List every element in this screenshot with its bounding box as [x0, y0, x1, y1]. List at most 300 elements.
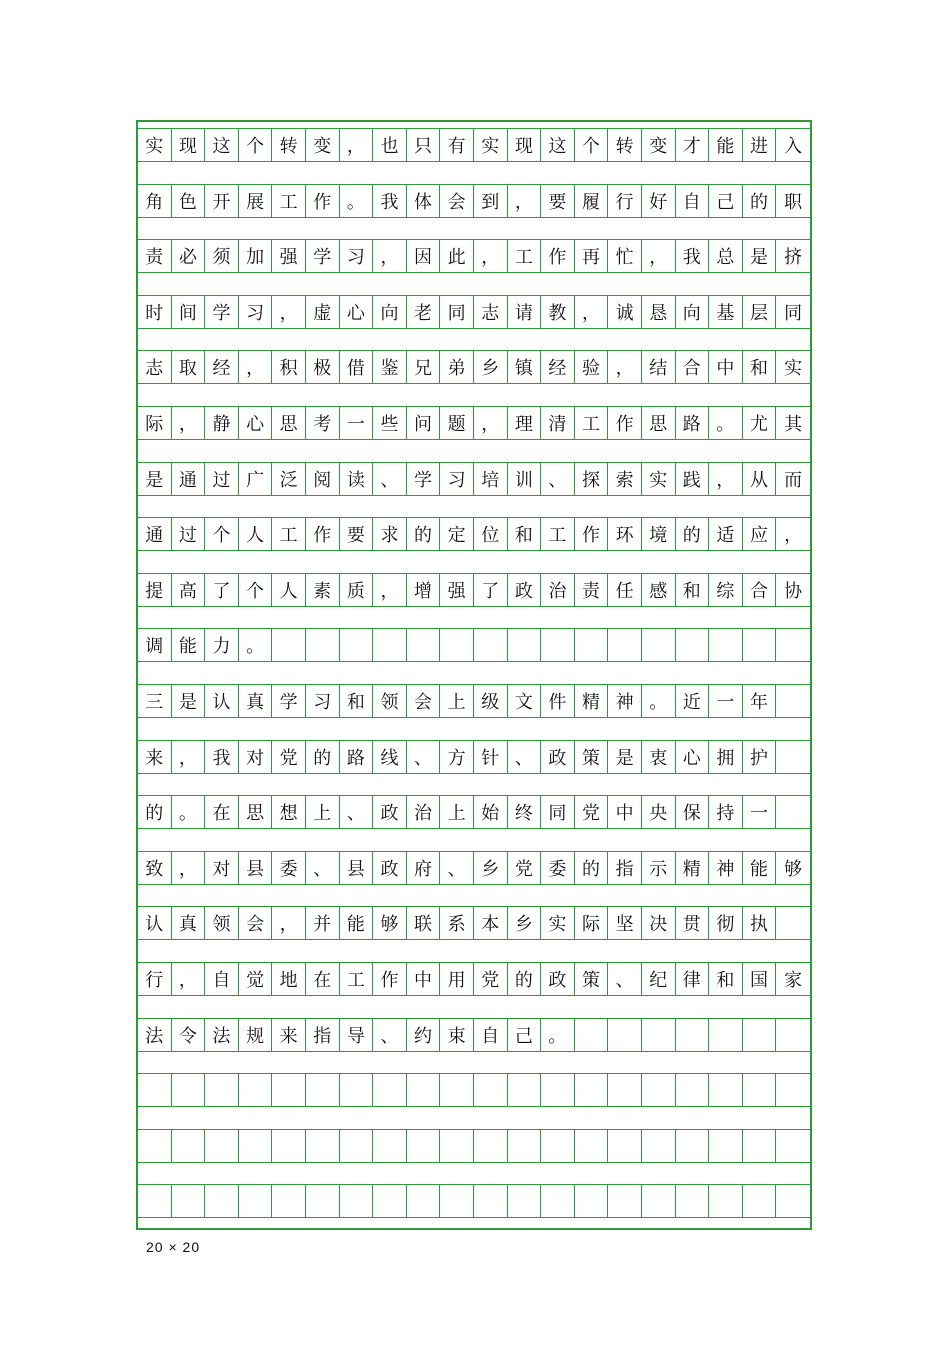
grid-cell	[608, 1073, 642, 1107]
grid-cell	[508, 628, 542, 662]
grid-cell: 鉴	[373, 350, 407, 384]
grid-cell: 针	[474, 740, 508, 774]
grid-cell	[743, 1018, 777, 1052]
grid-cell: 作	[575, 517, 609, 551]
grid-cell: 委	[541, 851, 575, 885]
grid-cell: 镇	[508, 350, 542, 384]
grid-cell	[575, 1129, 609, 1163]
grid-cell: 、	[608, 962, 642, 996]
grid-cell: 求	[373, 517, 407, 551]
grid-cell: 能	[340, 906, 374, 940]
grid-row	[138, 1129, 810, 1163]
grid-cell: 委	[272, 851, 306, 885]
grid-cell: 角	[138, 184, 172, 218]
grid-cell: 过	[172, 517, 206, 551]
grid-row	[138, 573, 810, 607]
grid-cell: 是	[743, 239, 777, 273]
grid-cell: 认	[205, 684, 239, 718]
grid-cell: 是	[138, 462, 172, 496]
grid-cell: 指	[306, 1018, 340, 1052]
grid-cell: 想	[272, 795, 306, 829]
grid-cell	[676, 1073, 710, 1107]
grid-cell	[138, 1129, 172, 1163]
grid-cell	[306, 1184, 340, 1218]
grid-cell: 一	[709, 684, 743, 718]
grid-cell: ，	[508, 184, 542, 218]
grid-cell: 地	[272, 962, 306, 996]
grid-row	[138, 740, 810, 774]
grid-cell: 中	[709, 350, 743, 384]
grid-cell: 和	[676, 573, 710, 607]
grid-row	[138, 1018, 810, 1052]
grid-cell: 能	[172, 628, 206, 662]
grid-cell	[306, 1129, 340, 1163]
grid-cell: 习	[340, 239, 374, 273]
grid-cell: 乡	[474, 851, 508, 885]
grid-cell: 同	[541, 795, 575, 829]
grid-cell: ，	[575, 295, 609, 329]
grid-cell: 志	[474, 295, 508, 329]
grid-cell: 行	[138, 962, 172, 996]
grid-cell: 层	[743, 295, 777, 329]
manuscript-grid	[136, 120, 812, 1230]
grid-cell: 合	[676, 350, 710, 384]
grid-cell: ，	[272, 906, 306, 940]
grid-cell: 考	[306, 406, 340, 440]
grid-cell: 习	[440, 462, 474, 496]
grid-cell	[272, 1129, 306, 1163]
grid-cell: 系	[440, 906, 474, 940]
grid-cell: 持	[709, 795, 743, 829]
grid-cell: 兄	[407, 350, 441, 384]
grid-cell: 强	[440, 573, 474, 607]
grid-cell: 思	[272, 406, 306, 440]
grid-cell: 路	[340, 740, 374, 774]
grid-cell: 这	[205, 128, 239, 162]
grid-cell	[239, 1184, 273, 1218]
grid-cell: 基	[709, 295, 743, 329]
grid-cell	[776, 684, 810, 718]
grid-cell: 工	[575, 406, 609, 440]
grid-cell: 、	[373, 462, 407, 496]
grid-cell: 、	[340, 795, 374, 829]
grid-cell: 只	[407, 128, 441, 162]
grid-cell: 极	[306, 350, 340, 384]
grid-cell	[642, 1129, 676, 1163]
grid-cell	[340, 628, 374, 662]
grid-cell: 、	[508, 740, 542, 774]
grid-cell: 政	[508, 573, 542, 607]
grid-cell: 、	[373, 1018, 407, 1052]
grid-cell	[172, 1129, 206, 1163]
grid-cell	[642, 1184, 676, 1218]
grid-cell: 党	[272, 740, 306, 774]
grid-cell: 党	[508, 851, 542, 885]
grid-cell: 一	[340, 406, 374, 440]
grid-cell	[440, 1129, 474, 1163]
grid-row	[138, 128, 810, 162]
grid-cell: 会	[440, 184, 474, 218]
grid-cell: 时	[138, 295, 172, 329]
grid-cell: 教	[541, 295, 575, 329]
grid-cell	[407, 628, 441, 662]
grid-cell: 来	[138, 740, 172, 774]
grid-cell: 调	[138, 628, 172, 662]
grid-cell: 质	[340, 573, 374, 607]
grid-cell: 些	[373, 406, 407, 440]
grid-cell	[776, 740, 810, 774]
grid-row	[138, 239, 810, 273]
grid-cell: 才	[676, 128, 710, 162]
grid-cell: 清	[541, 406, 575, 440]
grid-cell: 联	[407, 906, 441, 940]
grid-cell: 本	[474, 906, 508, 940]
grid-cell: 应	[743, 517, 777, 551]
grid-cell: 弟	[440, 350, 474, 384]
grid-cell: 定	[440, 517, 474, 551]
grid-cell: 自	[205, 962, 239, 996]
grid-cell: 人	[239, 517, 273, 551]
grid-cell: 要	[340, 517, 374, 551]
grid-cell	[642, 1073, 676, 1107]
grid-cell: ，	[642, 239, 676, 273]
grid-cell: 积	[272, 350, 306, 384]
grid-cell: 能	[709, 128, 743, 162]
grid-cell: 经	[541, 350, 575, 384]
grid-cell: 实	[776, 350, 810, 384]
grid-cell	[205, 1073, 239, 1107]
grid-cell: 真	[172, 906, 206, 940]
grid-cell: 乡	[474, 350, 508, 384]
grid-cell: 县	[239, 851, 273, 885]
grid-cell: 、	[541, 462, 575, 496]
grid-cell: 作	[541, 239, 575, 273]
grid-cell	[743, 1129, 777, 1163]
grid-cell	[239, 1129, 273, 1163]
grid-cell	[642, 628, 676, 662]
grid-cell: ，	[373, 573, 407, 607]
grid-cell: 通	[138, 517, 172, 551]
grid-row	[138, 295, 810, 329]
grid-cell: 方	[440, 740, 474, 774]
grid-cell: 始	[474, 795, 508, 829]
grid-cell: 在	[205, 795, 239, 829]
grid-cell: 此	[440, 239, 474, 273]
grid-cell: 上	[306, 795, 340, 829]
grid-cell	[743, 628, 777, 662]
grid-cell: 实	[642, 462, 676, 496]
grid-cell: 心	[340, 295, 374, 329]
grid-cell	[440, 628, 474, 662]
grid-cell: 近	[676, 684, 710, 718]
grid-cell: 向	[373, 295, 407, 329]
grid-cell	[776, 1184, 810, 1218]
grid-cell: 己	[709, 184, 743, 218]
grid-cell: 件	[541, 684, 575, 718]
grid-cell	[608, 628, 642, 662]
grid-cell: ，	[172, 851, 206, 885]
grid-cell: 协	[776, 573, 810, 607]
grid-cell: 年	[743, 684, 777, 718]
grid-cell	[239, 1073, 273, 1107]
grid-cell: 高	[172, 573, 206, 607]
grid-cell	[709, 1129, 743, 1163]
grid-cell: 、	[440, 851, 474, 885]
grid-cell: 习	[239, 295, 273, 329]
grid-cell	[373, 1184, 407, 1218]
grid-cell: 致	[138, 851, 172, 885]
grid-cell: 家	[776, 962, 810, 996]
grid-cell	[272, 628, 306, 662]
grid-cell: 任	[608, 573, 642, 607]
grid-cell: 衷	[642, 740, 676, 774]
grid-cell: 乡	[508, 906, 542, 940]
grid-cell: 。	[642, 684, 676, 718]
grid-cell: 来	[272, 1018, 306, 1052]
grid-cell: 。	[239, 628, 273, 662]
grid-cell: 对	[239, 740, 273, 774]
grid-cell: 能	[743, 851, 777, 885]
grid-cell: 自	[474, 1018, 508, 1052]
grid-cell	[776, 795, 810, 829]
grid-cell: 。	[541, 1018, 575, 1052]
grid-cell: 力	[205, 628, 239, 662]
grid-cell: 律	[676, 962, 710, 996]
grid-cell	[776, 906, 810, 940]
grid-cell: 政	[373, 795, 407, 829]
grid-cell	[676, 628, 710, 662]
grid-cell: 间	[172, 295, 206, 329]
grid-cell: 精	[575, 684, 609, 718]
grid-cell	[541, 1184, 575, 1218]
grid-cell: 而	[776, 462, 810, 496]
grid-cell: ，	[608, 350, 642, 384]
grid-cell: 规	[239, 1018, 273, 1052]
grid-cell: 诚	[608, 295, 642, 329]
grid-cell: 中	[407, 962, 441, 996]
grid-cell	[340, 1184, 374, 1218]
grid-cell: 了	[474, 573, 508, 607]
grid-cell: 的	[676, 517, 710, 551]
grid-cell	[340, 1129, 374, 1163]
grid-cell: 工	[340, 962, 374, 996]
grid-cell: 体	[407, 184, 441, 218]
grid-cell	[709, 628, 743, 662]
grid-cell: 作	[306, 517, 340, 551]
grid-cell: 问	[407, 406, 441, 440]
grid-cell: ，	[272, 295, 306, 329]
grid-cell	[440, 1184, 474, 1218]
grid-cell: 对	[205, 851, 239, 885]
grid-cell: 通	[172, 462, 206, 496]
grid-cell: 指	[608, 851, 642, 885]
grid-cell: 的	[138, 795, 172, 829]
grid-cell: 的	[508, 962, 542, 996]
grid-cell: 素	[306, 573, 340, 607]
grid-cell: 作	[373, 962, 407, 996]
grid-cell: 因	[407, 239, 441, 273]
grid-cell: 认	[138, 906, 172, 940]
grid-cell	[608, 1184, 642, 1218]
grid-cell: 索	[608, 462, 642, 496]
grid-row	[138, 628, 810, 662]
grid-cell: 实	[138, 128, 172, 162]
grid-cell: 合	[743, 573, 777, 607]
grid-cell: 导	[340, 1018, 374, 1052]
grid-cell: 神	[608, 684, 642, 718]
grid-cell	[373, 1129, 407, 1163]
grid-cell: 志	[138, 350, 172, 384]
grid-cell: 我	[373, 184, 407, 218]
grid-cell: 和	[709, 962, 743, 996]
grid-cell: 上	[440, 795, 474, 829]
grid-cell: ，	[239, 350, 273, 384]
grid-cell	[272, 1073, 306, 1107]
grid-cell: 题	[440, 406, 474, 440]
grid-cell: 国	[743, 962, 777, 996]
grid-cell: 己	[508, 1018, 542, 1052]
grid-cell	[340, 1073, 374, 1107]
grid-cell: 践	[676, 462, 710, 496]
grid-cell: 坚	[608, 906, 642, 940]
grid-cell: 三	[138, 684, 172, 718]
grid-cell: 学	[306, 239, 340, 273]
grid-cell	[575, 1184, 609, 1218]
grid-cell: 央	[642, 795, 676, 829]
grid-cell: 际	[138, 406, 172, 440]
grid-cell: 个	[205, 517, 239, 551]
grid-cell: 和	[508, 517, 542, 551]
grid-cell: ，	[340, 128, 374, 162]
grid-cell: 工	[541, 517, 575, 551]
grid-cell: 这	[541, 128, 575, 162]
grid-cell: ，	[373, 239, 407, 273]
grid-cell: 静	[205, 406, 239, 440]
grid-cell: 治	[541, 573, 575, 607]
grid-cell: 的	[407, 517, 441, 551]
grid-cell: ，	[172, 962, 206, 996]
grid-cell	[676, 1018, 710, 1052]
grid-cell: 法	[205, 1018, 239, 1052]
grid-cell: 色	[172, 184, 206, 218]
grid-cell: 。	[172, 795, 206, 829]
grid-row	[138, 1073, 810, 1107]
grid-cell: 在	[306, 962, 340, 996]
grid-cell: 工	[272, 517, 306, 551]
grid-cell: 工	[508, 239, 542, 273]
grid-cell: 工	[272, 184, 306, 218]
grid-cell: 的	[306, 740, 340, 774]
grid-cell: 尤	[743, 406, 777, 440]
grid-cell: 好	[642, 184, 676, 218]
grid-cell: 神	[709, 851, 743, 885]
grid-cell: 了	[205, 573, 239, 607]
grid-cell: 作	[608, 406, 642, 440]
grid-cell	[676, 1129, 710, 1163]
grid-cell: 约	[407, 1018, 441, 1052]
grid-cell: 思	[642, 406, 676, 440]
grid-cell: 加	[239, 239, 273, 273]
grid-cell: 从	[743, 462, 777, 496]
grid-cell	[474, 1184, 508, 1218]
grid-cell: 转	[608, 128, 642, 162]
grid-cell: 党	[575, 795, 609, 829]
grid-cell: 我	[205, 740, 239, 774]
grid-cell	[541, 1129, 575, 1163]
grid-cell: 入	[776, 128, 810, 162]
grid-cell: 决	[642, 906, 676, 940]
grid-cell	[608, 1129, 642, 1163]
grid-cell: 同	[776, 295, 810, 329]
grid-cell: 线	[373, 740, 407, 774]
grid-cell: 心	[676, 740, 710, 774]
grid-cell: 学	[205, 295, 239, 329]
grid-cell: 其	[776, 406, 810, 440]
grid-cell: 、	[407, 740, 441, 774]
grid-cell	[306, 1073, 340, 1107]
grid-cell: 策	[575, 962, 609, 996]
grid-cell: 精	[676, 851, 710, 885]
grid-cell: ，	[172, 406, 206, 440]
grid-cell: 人	[272, 573, 306, 607]
grid-cell: 职	[776, 184, 810, 218]
grid-cell: 进	[743, 128, 777, 162]
grid-cell	[373, 1073, 407, 1107]
grid-cell: 探	[575, 462, 609, 496]
grid-cell: 上	[440, 684, 474, 718]
grid-cell	[205, 1129, 239, 1163]
grid-cell: 政	[373, 851, 407, 885]
grid-cell: 彻	[709, 906, 743, 940]
grid-cell: 再	[575, 239, 609, 273]
grid-cell	[776, 1129, 810, 1163]
grid-cell	[575, 628, 609, 662]
grid-cell	[306, 628, 340, 662]
grid-cell: 际	[575, 906, 609, 940]
grid-cell	[138, 1073, 172, 1107]
grid-cell	[676, 1184, 710, 1218]
grid-cell: 府	[407, 851, 441, 885]
grid-cell: 自	[676, 184, 710, 218]
grid-cell: 学	[272, 684, 306, 718]
grid-cell: 令	[172, 1018, 206, 1052]
grid-cell: 有	[440, 128, 474, 162]
grid-cell: 法	[138, 1018, 172, 1052]
grid-cell	[138, 1184, 172, 1218]
grid-cell: 领	[373, 684, 407, 718]
grid-cell: 广	[239, 462, 273, 496]
grid-cell	[575, 1018, 609, 1052]
grid-cell	[608, 1018, 642, 1052]
grid-cell: 是	[172, 684, 206, 718]
grid-cell: 县	[340, 851, 374, 885]
grid-cell: 个	[239, 573, 273, 607]
grid-cell: 护	[743, 740, 777, 774]
grid-cell: 老	[407, 295, 441, 329]
grid-cell: 泛	[272, 462, 306, 496]
grid-cell: 政	[541, 962, 575, 996]
grid-cell: 个	[575, 128, 609, 162]
grid-row	[138, 684, 810, 718]
grid-cell: 总	[709, 239, 743, 273]
grid-cell: ，	[474, 239, 508, 273]
grid-cell: 路	[676, 406, 710, 440]
grid-cell: 现	[508, 128, 542, 162]
grid-row	[138, 795, 810, 829]
grid-cell: 中	[608, 795, 642, 829]
grid-cell: 纪	[642, 962, 676, 996]
grid-cell: 借	[340, 350, 374, 384]
